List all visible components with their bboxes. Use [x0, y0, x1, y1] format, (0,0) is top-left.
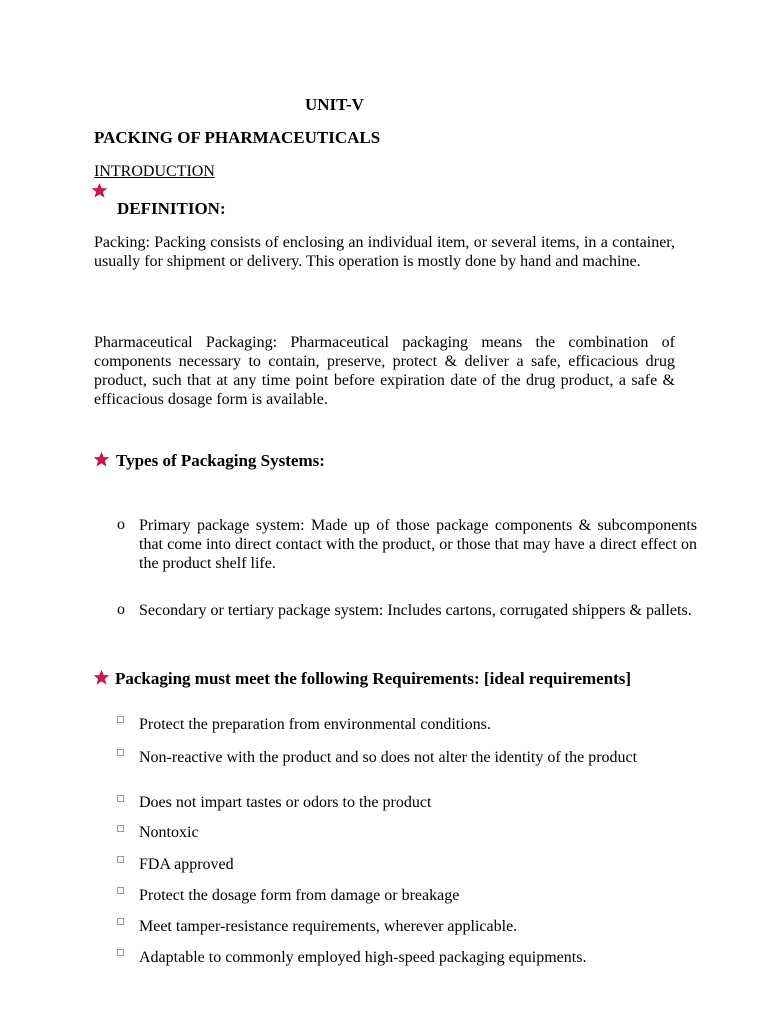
introduction-label: INTRODUCTION — [94, 163, 215, 180]
list-item: Nontoxic — [139, 824, 199, 841]
list-item: Protect the dosage form from damage or breakage — [139, 887, 460, 904]
definition-heading: DEFINITION: — [117, 199, 226, 218]
list-item: Protect the preparation from environmental conditions. — [139, 716, 491, 733]
list-marker: o — [117, 601, 125, 618]
unit-heading: UNIT-V — [305, 95, 364, 114]
types-heading: Types of Packaging Systems: — [116, 451, 325, 470]
list-item: Secondary or tertiary package system: Includes cartons, corrugated shippers & pallets. — [139, 602, 692, 619]
square-bullet-icon — [117, 795, 124, 802]
requirements-heading: Packaging must meet the following Requirements: [ideal requirements] — [115, 669, 632, 688]
square-bullet-icon — [117, 825, 124, 832]
square-bullet-icon — [117, 949, 124, 956]
square-bullet-icon — [117, 887, 124, 894]
list-item: FDA approved — [139, 856, 234, 873]
list-marker: o — [117, 516, 125, 533]
star-icon — [93, 451, 110, 468]
star-icon — [91, 182, 108, 199]
list-item: Non-reactive with the product and so does not alter the identity of the product — [139, 749, 638, 766]
star-icon — [93, 669, 110, 686]
square-bullet-icon — [117, 749, 124, 756]
square-bullet-icon — [117, 716, 124, 723]
list-item: Primary package system: Made up of those package components & subcomponents that come into direct contact with the product, or those that may have a direct effect on the product shelf life. — [139, 517, 697, 572]
list-item: Does not impart tastes or odors to the product — [139, 794, 432, 811]
square-bullet-icon — [117, 918, 124, 925]
page-title: PACKING OF PHARMACEUTICALS — [94, 128, 381, 147]
pharmaceutical-packaging-paragraph: Pharmaceutical Packaging: Pharmaceutical packaging means the combination of components necessary to contain, preserve, protect & deliver a safe, efficacious drug product, such that at any time point before expiration date of the drug product, a safe & efficacious dosage form is available. — [94, 334, 675, 408]
square-bullet-icon — [117, 856, 124, 863]
list-item: Meet tamper-resistance requirements, wherever applicable. — [139, 918, 518, 935]
packing-paragraph: Packing: Packing consists of enclosing an individual item, or several items, in a container, usually for shipment or delivery. This operation is mostly done by hand and machine. — [94, 234, 675, 270]
list-item: Adaptable to commonly employed high-speed packaging equipments. — [139, 949, 587, 966]
